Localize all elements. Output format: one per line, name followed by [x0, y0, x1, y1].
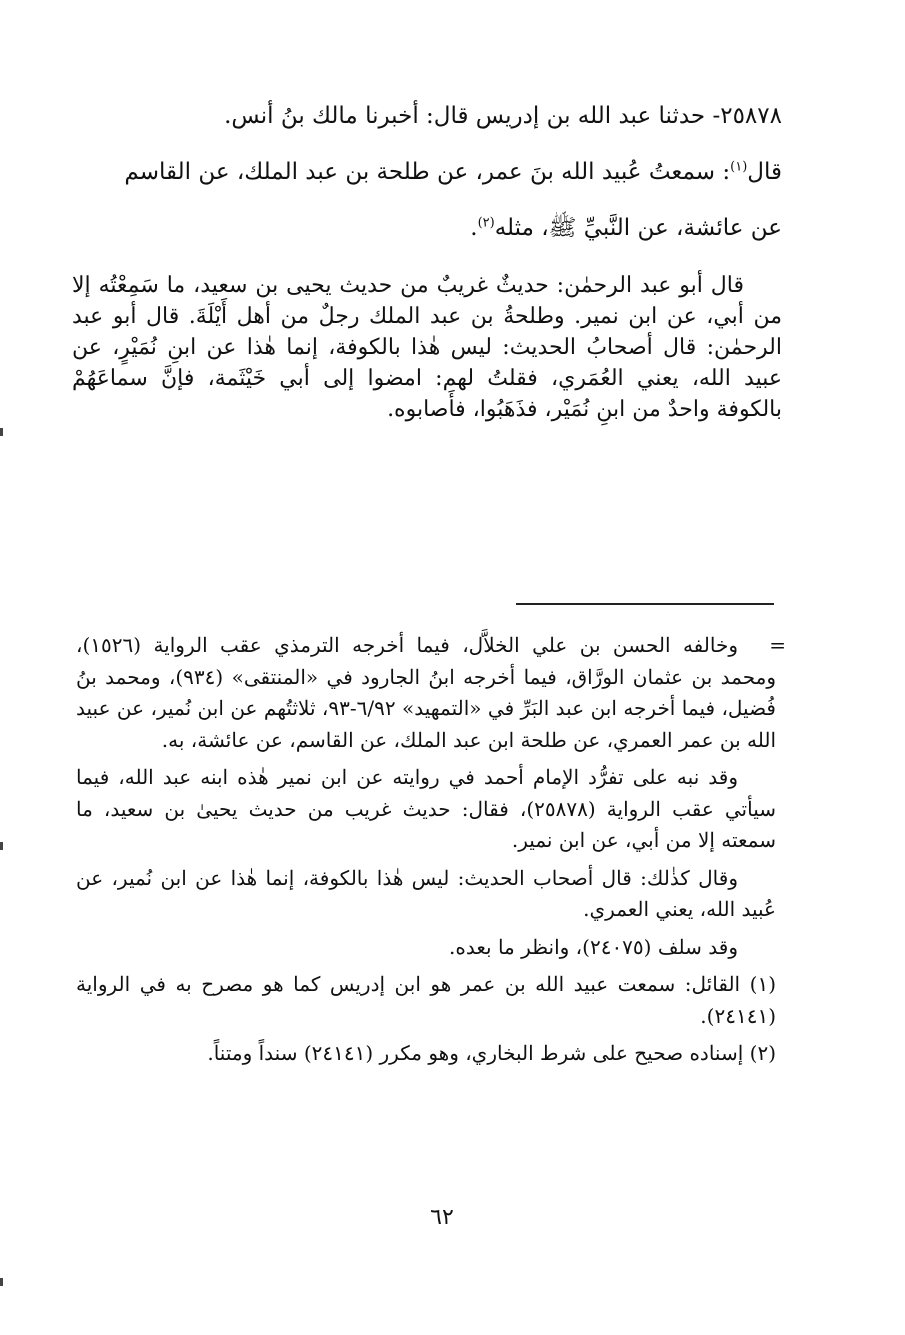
- main-text: [72, 88, 782, 447]
- hadith-block: [72, 88, 782, 256]
- footnote-1: (١) القائل: سمعت عبيد الله بن عمر هو ابن إدريس كما هو مصرح به في الرواية (٢٤١٤١).: [76, 972, 776, 1028]
- hadith-line-2-post: : سمعتُ عُبيد الله بنَ عمر، عن طلحة بن عبد الملك، عن القاسم: [124, 159, 731, 185]
- footnote-ref-1: (١): [730, 159, 748, 175]
- hadith-line-2-pre: قال: [747, 159, 782, 185]
- hadith-line-3-post: .: [470, 215, 478, 241]
- page-number: ٦٢: [430, 1205, 454, 1230]
- hadith-line-3-pre: عن عائشة، عن النَّبيِّ ﷺ، مثله: [494, 215, 782, 241]
- footnote-paragraph-2: وقد نبه على تفرُّد الإمام أحمد في روايته عن ابن نمير هٰذه ابنه عبد الله، فيما سيأتي عقب الرواية (٢٥٨٧٨)، فقال: حديث غريب من حديث يحيىٰ بن سعيد، ما سمعته إلا من أبي، عن ابن نمير.: [76, 765, 776, 852]
- scan-margin-mark: [0, 1278, 3, 1286]
- continuation-marker: =: [769, 633, 786, 657]
- hadith-line-2: [72, 144, 782, 200]
- commentary-paragraph: قال أبو عبد الرحمٰن: حديثٌ غريبٌ من حديث يحيى بن سعيد، ما سَمِعْتُه إلا من أبي، عن ابن نمير. وطلحةُ بن عبد الملك رجلٌ من أهل أَيْلَةَ. قال أبو عبد الرحمٰن: قال أصحابُ الحديث: ليس هٰذا بالكوفة، إنما هٰذا عن ابنِ نُمَيْرٍ، عن عبيد الله، يعني العُمَري، فقلتُ لهم: امضوا إلى أبي خَيْثَمة، فإنَّ سماعَهُمْ بالكوفة واحدٌ من ابنِ نُمَيْر، فذَهَبُوا، فأَصابوه.: [72, 273, 782, 422]
- footnotes-section: [76, 630, 786, 1076]
- hadith-line-3: [72, 200, 782, 256]
- hadith-line-1: ٢٥٨٧٨- حدثنا عبد الله بن إدريس قال: أخبرنا مالك بنُ أنس.: [224, 103, 782, 129]
- scan-margin-mark: [0, 842, 3, 850]
- footnote-ref-2: (٢): [477, 215, 495, 231]
- footnote-paragraph-1: وخالفه الحسن بن علي الخلاَّل، فيما أخرجه الترمذي عقب الرواية (١٥٢٦)، ومحمد بن عثمان الورَّاق، فيما أخرجه ابنُ الجارود في «المنتقى» (٩٣٤)، ومحمد بنُ فُضيل، فيما أخرجه ابن عبد البَرِّ في «التمهيد» ٦/٩٢-٩٣، ثلاثتُهم عن ابن نُمير، عن عبيد الله بن عمر العمري، عن طلحة ابن عبد الملك، عن القاسم، عن عائشة، به.: [76, 633, 776, 752]
- scan-margin-mark: [0, 428, 3, 436]
- footnote-separator: [516, 603, 774, 605]
- footnote-2: (٢) إسناده صحيح على شرط البخاري، وهو مكرر (٢٤١٤١) سنداً ومتناً.: [207, 1041, 776, 1065]
- footnote-paragraph-4: وقد سلف (٢٤٠٧٥)، وانظر ما بعده.: [449, 934, 738, 959]
- footnote-paragraph-3: وقال كذٰلك: قال أصحاب الحديث: ليس هٰذا بالكوفة، إنما هٰذا عن ابن نُمير، عن عُبيد الله، يعني العمري.: [76, 865, 776, 921]
